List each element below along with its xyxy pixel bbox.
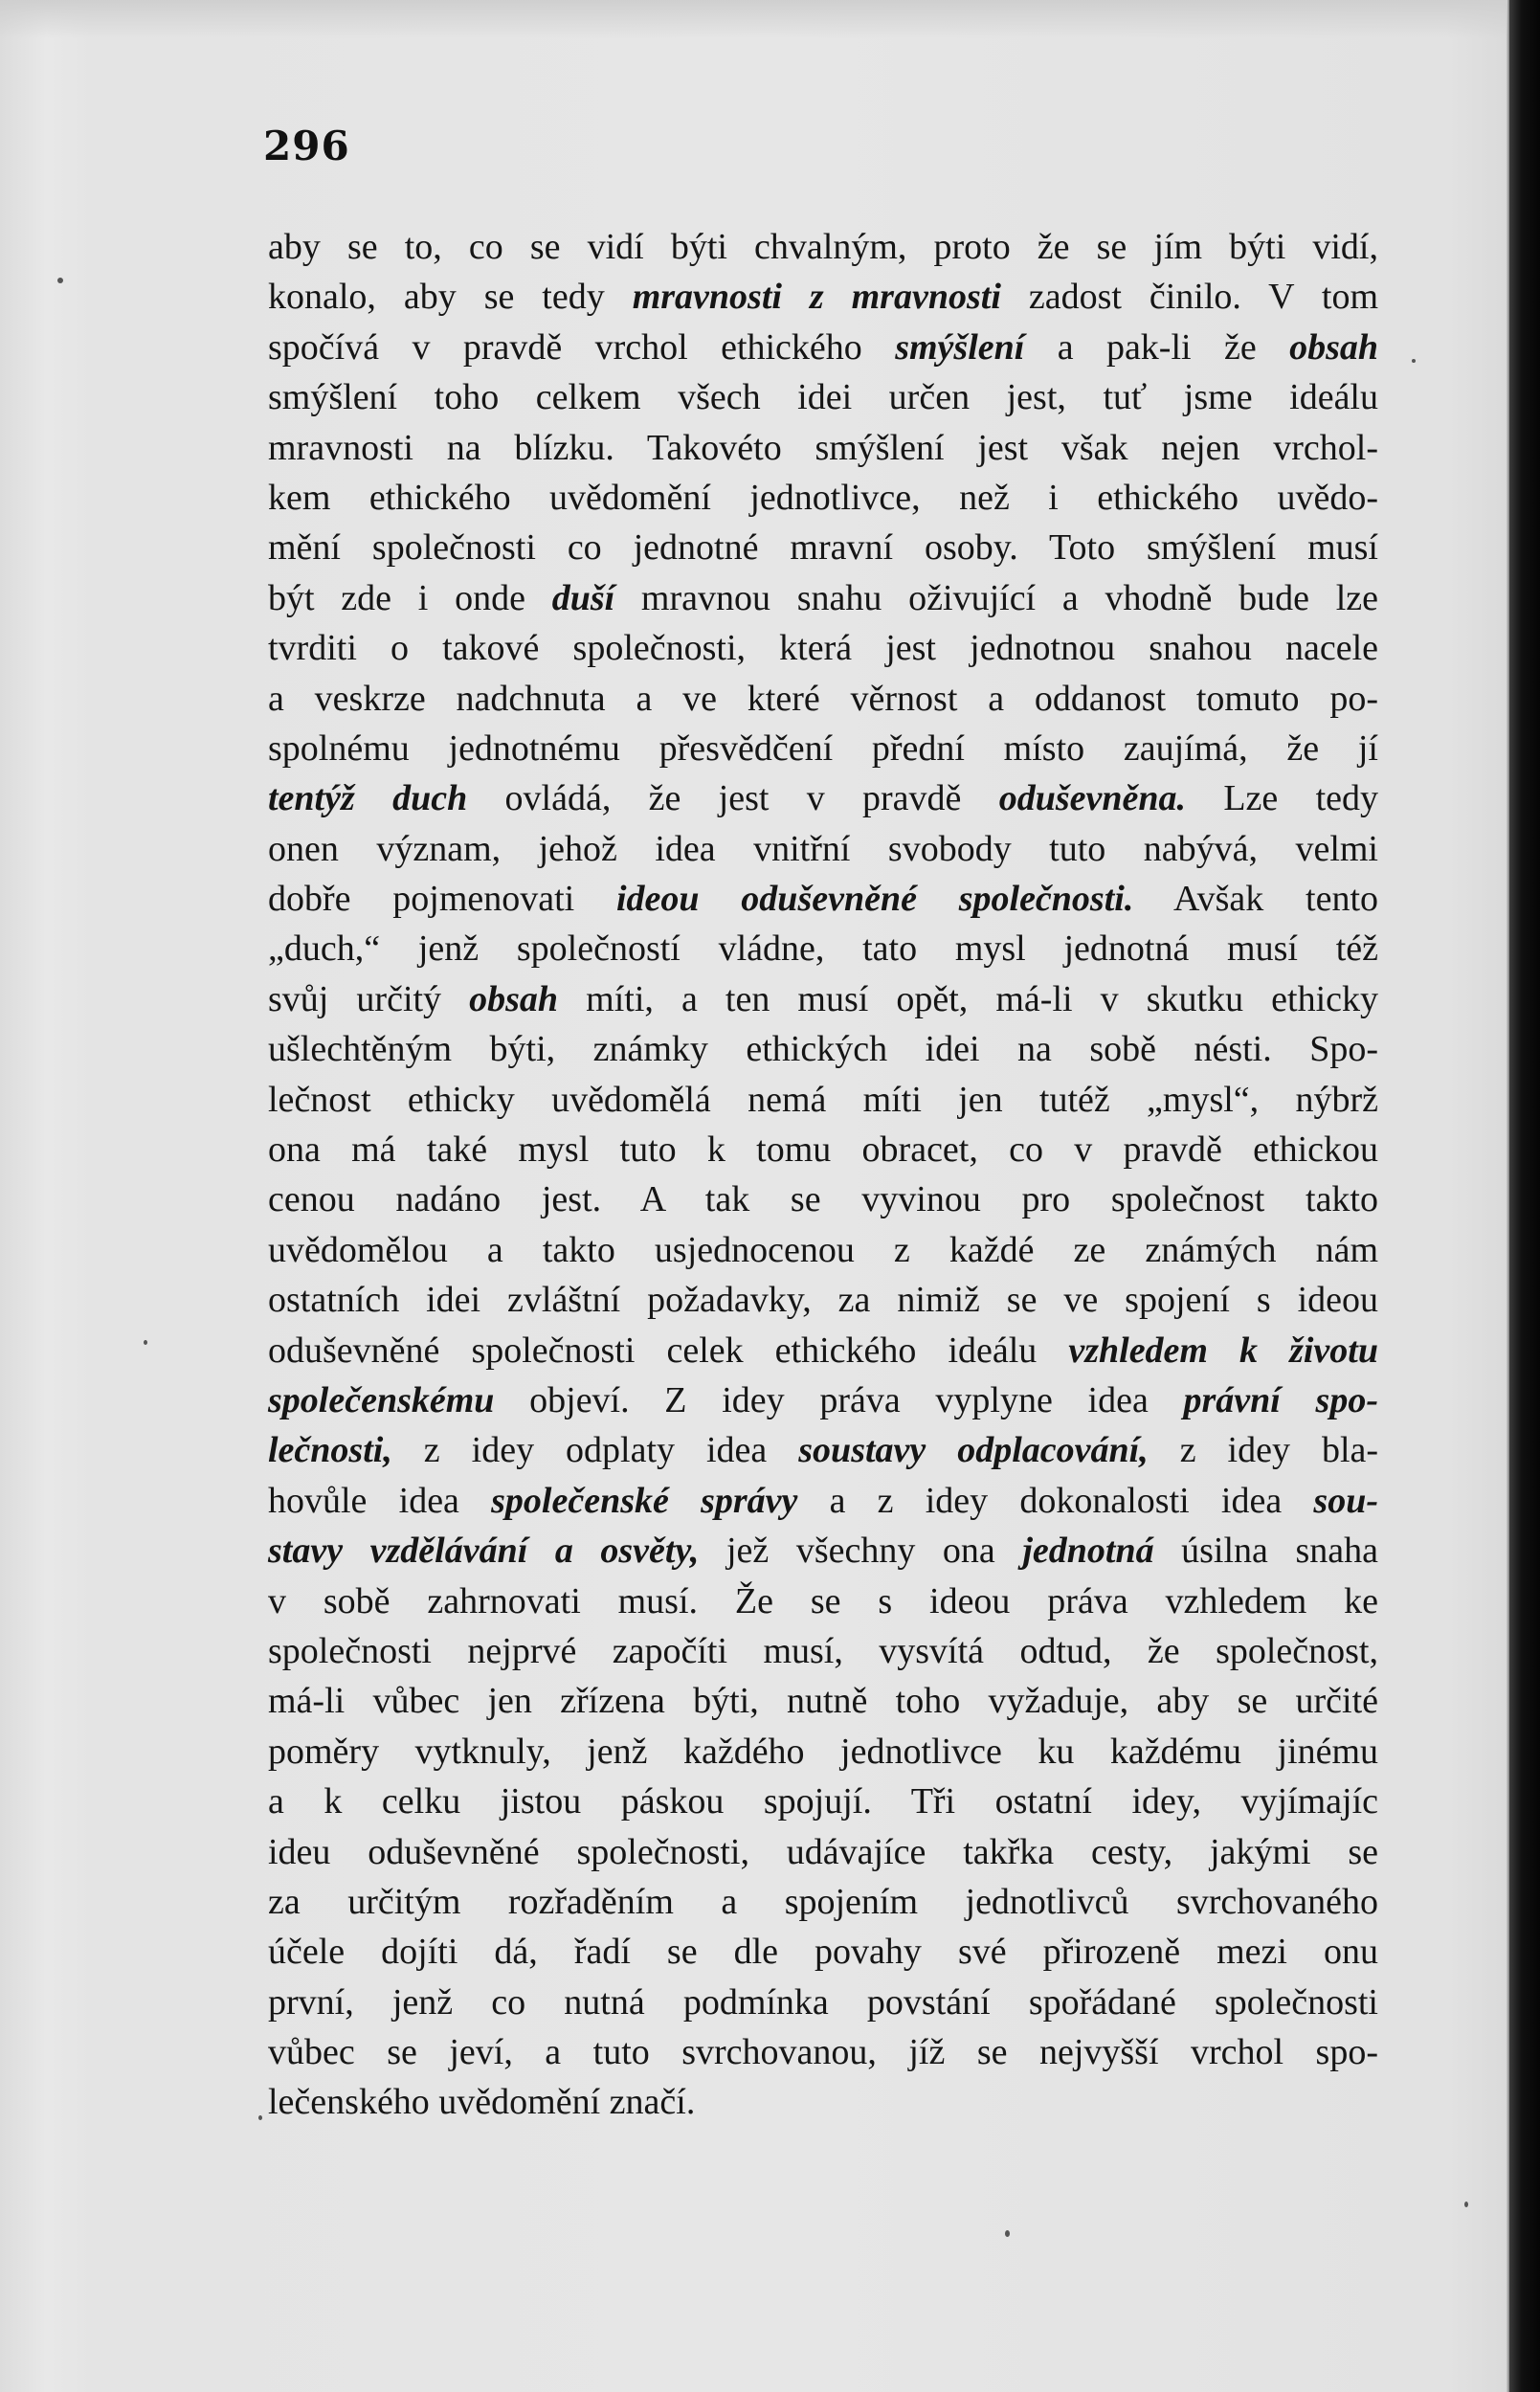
text-run: dobře pojmenovati [268, 879, 616, 920]
text-line [268, 1978, 1378, 2027]
text-run: aby se to, co se vidí býti chvalným, proto že se jím býti vidí, [268, 227, 1378, 267]
text-run: první, jenž co nutná podmínka povstání spořádané společnosti [268, 1981, 1378, 2023]
emphasized-text: smýšlení [895, 326, 1025, 368]
text-run: a veskrze nadchnuta a ve které věrnost a oddanost tomuto po- [268, 678, 1378, 719]
text-run: mění společnosti co jednotné mravní osoby. Toto smýšlení musí [268, 527, 1378, 569]
text-run: lečnost ethicky uvědomělá nemá míti jen tutéž „mysl“, nýbrž [268, 1079, 1378, 1120]
text-line [268, 1827, 1378, 1877]
text-run: být zde i onde [268, 577, 552, 618]
text-run: uvědomělou a takto usjednocenou z každé ze známých nám [268, 1229, 1378, 1270]
text-run: v sobě zahrnovati musí. Že se s ideou práva vzhledem ke [268, 1580, 1378, 1621]
text-run: vůbec se jeví, a tuto svrchovanou, jíž se nejvyšší vrchol spo- [268, 2032, 1378, 2073]
scan-shadow-top [0, 0, 1507, 38]
text-run: a pak-li že [1024, 326, 1290, 368]
text-run: míti, a ten musí opět, má-li v skutku ethicky [558, 978, 1378, 1019]
emphasized-text: společenskému [268, 1379, 495, 1420]
text-line [268, 523, 1378, 572]
text-run: Avšak tento [1133, 879, 1379, 920]
emphasized-text: oduševněna. [998, 778, 1187, 819]
text-run: z idey bla- [1148, 1430, 1379, 1471]
text-run: zadost činilo. V tom [1000, 277, 1378, 318]
text-line [268, 1425, 1378, 1475]
text-line [268, 1676, 1378, 1726]
scan-speck [1464, 2202, 1468, 2207]
body-text [268, 222, 1378, 2128]
text-line [268, 924, 1378, 973]
text-line [268, 1024, 1378, 1074]
text-line [268, 1927, 1378, 1977]
text-run: tvrditi o takové společnosti, která jest jednotnou snahou nacele [268, 628, 1378, 669]
scan-speck [144, 1340, 147, 1345]
text-line [268, 2027, 1378, 2077]
text-run: spolnému jednotnému přesvědčení přední místo zaujímá, že jí [268, 727, 1378, 769]
text-run: kem ethického uvědomění jednotlivce, než i ethického uvědo- [268, 477, 1378, 518]
text-run: konalo, aby se tedy [268, 277, 633, 318]
text-run: ušlechtěným býti, známky ethických idei na sobě nésti. Spo- [268, 1029, 1378, 1070]
emphasized-text: sou- [1313, 1480, 1378, 1521]
text-run: mravnou snahu oživující a vhodně bude lze [614, 577, 1378, 618]
emphasized-text: tentýž duch [268, 778, 468, 819]
text-line [268, 724, 1378, 773]
emphasized-text: vzhledem k životu [1068, 1330, 1378, 1371]
text-run: hovůle idea [268, 1480, 492, 1521]
text-line [268, 1777, 1378, 1826]
text-run: objeví. Z idey práva vyplyne idea [494, 1379, 1184, 1420]
text-run: Lze tedy [1186, 778, 1379, 819]
text-line [268, 1877, 1378, 1927]
text-line [268, 824, 1378, 874]
text-run: cenou nadáno jest. A tak se vyvinou pro společnost takto [268, 1179, 1378, 1220]
text-line [268, 272, 1378, 322]
text-line [268, 1576, 1378, 1626]
emphasized-text: duší [551, 577, 615, 618]
text-run: společnosti nejprvé započíti musí, vysvítá odtud, že společnost, [268, 1630, 1378, 1671]
text-run: z idey odplaty idea [391, 1430, 799, 1471]
emphasized-text: obsah [1289, 326, 1379, 368]
text-run: ovládá, že jest v pravdě [467, 778, 999, 819]
text-line [268, 1476, 1378, 1526]
text-run: ona má také mysl tuto k tomu obracet, co v pravdě ethickou [268, 1129, 1378, 1171]
text-line [268, 1174, 1378, 1224]
text-run: má-li vůbec jen zřízena býti, nutně toho vyžaduje, aby se určité [268, 1681, 1378, 1722]
text-line [268, 1275, 1378, 1325]
text-run: a k celku jistou páskou spojují. Tři ostatní idey, vyjímajíc [268, 1781, 1378, 1822]
emphasized-text: jednotná [1022, 1531, 1154, 1572]
text-line [268, 473, 1378, 523]
text-line [268, 2077, 1378, 2127]
text-line [268, 423, 1378, 473]
text-line [268, 1225, 1378, 1275]
emphasized-text: obsah [469, 978, 559, 1019]
scan-speck [1005, 2230, 1010, 2237]
text-line [268, 1075, 1378, 1125]
text-run: svůj určitý [268, 978, 470, 1019]
text-run: lečenského uvědomění značí. [268, 2082, 696, 2123]
text-run: „duch,“ jenž společností vládne, tato mysl jednotná musí též [268, 928, 1378, 970]
emphasized-text: stavy vzdělávání a osvěty, [268, 1531, 700, 1572]
text-line [268, 1375, 1378, 1425]
scan-speck [1412, 359, 1416, 363]
text-line [268, 1326, 1378, 1375]
text-run: oduševněné společnosti celek ethického ideálu [268, 1330, 1069, 1371]
text-run: ostatních idei zvláštní požadavky, za nimiž se ve spojení s ideou [268, 1280, 1378, 1321]
text-run: účele dojíti dá, řadí se dle povahy své přirozeně mezi onu [268, 1932, 1378, 1973]
text-line [268, 623, 1378, 673]
emphasized-text: mravnosti z mravnosti [632, 277, 1001, 318]
text-line [268, 1526, 1378, 1576]
text-run: a z idey dokonalosti idea [797, 1480, 1314, 1521]
text-run: jež všechny ona [699, 1531, 1023, 1572]
text-line [268, 1727, 1378, 1777]
text-line [268, 1626, 1378, 1676]
text-line [268, 222, 1378, 272]
emphasized-text: ideou oduševněné společnosti. [616, 879, 1134, 920]
emphasized-text: právní spo- [1183, 1379, 1378, 1420]
text-line [268, 874, 1378, 924]
scan-speck [57, 278, 63, 283]
text-run: mravnosti na blízku. Takovéto smýšlení jest však nejen vrchol- [268, 427, 1378, 468]
text-run: poměry vytknuly, jenž každého jednotlivce ku každému jinému [268, 1731, 1378, 1772]
text-line [268, 573, 1378, 623]
text-run: smýšlení toho celkem všech idei určen jest, tuť jsme ideálu [268, 377, 1378, 418]
text-line [268, 773, 1378, 823]
emphasized-text: soustavy odplacování, [798, 1430, 1149, 1471]
text-line [268, 974, 1378, 1024]
text-run: onen význam, jehož idea vnitřní svobody tuto nabývá, velmi [268, 828, 1378, 869]
text-run: za určitým rozřaděním a spojením jednotlivců svrchovaného [268, 1881, 1378, 1922]
text-run: spočívá v pravdě vrchol ethického [268, 326, 896, 368]
emphasized-text: lečnosti, [268, 1430, 392, 1471]
page-edge-shadow [1509, 0, 1540, 2392]
emphasized-text: společenské správy [491, 1480, 798, 1521]
text-run: ideu oduševněné společnosti, udávajíce takřka cesty, jakými se [268, 1831, 1378, 1872]
text-line [268, 372, 1378, 422]
page-number: 296 [263, 123, 350, 169]
text-run: úsilna snaha [1153, 1531, 1378, 1572]
text-line [268, 1125, 1378, 1174]
scan-speck [258, 2115, 262, 2120]
text-line [268, 323, 1378, 372]
text-line [268, 674, 1378, 724]
